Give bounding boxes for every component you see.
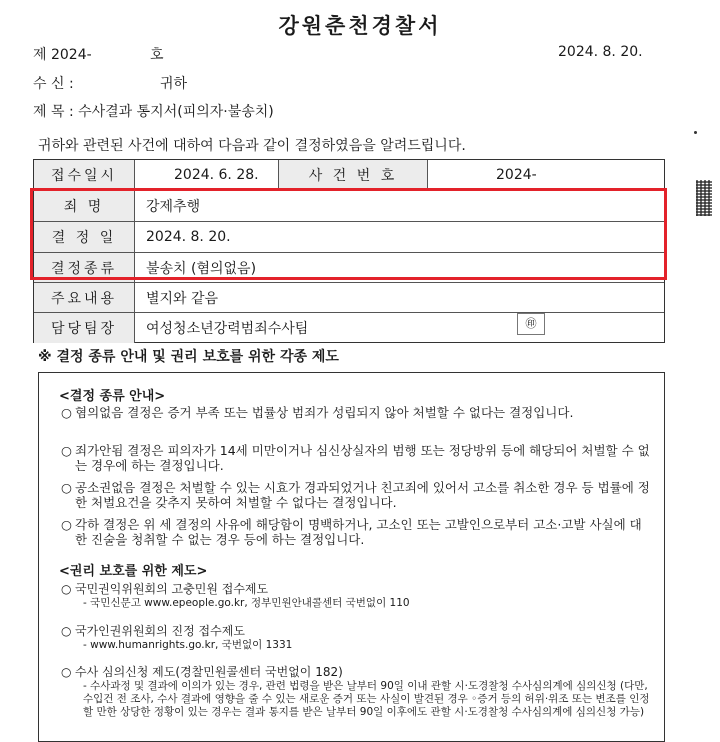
section-title-rights-protection: <권리 보호를 위한 제도> <box>59 564 208 579</box>
table-row <box>34 312 664 343</box>
decision-type-value: 불송치 (혐의없음) <box>146 260 257 277</box>
bullet-icon: ○ <box>61 480 72 495</box>
intro-text: 귀하와 관련된 사건에 대하여 다음과 같이 결정하였음을 알려드립니다. <box>38 138 466 154</box>
margin-mark <box>694 131 697 134</box>
table-row <box>34 282 664 312</box>
main-content-value: 별지와 같음 <box>146 290 219 307</box>
decision-type-label: 결정종류 <box>34 253 135 282</box>
doc-date: 2024. 8. 20. <box>558 44 643 60</box>
main-content-label: 주요내용 <box>34 283 135 312</box>
doc-number-prefix: 제 2024- <box>33 47 92 63</box>
case-number-value: 2024- <box>496 166 537 183</box>
decision-date-label: 결 정 일 <box>34 222 135 252</box>
crime-label: 죄 명 <box>34 191 135 221</box>
page-title: 강원춘천경찰서 <box>278 14 442 38</box>
doc-number-suffix: 호 <box>150 47 164 63</box>
barcode-icon <box>696 180 712 216</box>
table-row <box>34 160 664 189</box>
received-label: 접수일시 <box>34 160 135 189</box>
bullet-icon: ○ <box>61 517 72 532</box>
seal-mark: ㊞ <box>517 313 545 335</box>
recipient-label: 수 신 : <box>33 76 74 92</box>
bullet-icon: ○ <box>61 405 72 420</box>
bullet-icon: ○ <box>61 443 72 458</box>
team-leader-label: 담당팀장 <box>34 313 135 343</box>
highlight-box <box>30 188 667 280</box>
team-leader-value: 여성청소년강력범죄수사팀 <box>146 321 309 337</box>
crime-value: 강제추행 <box>146 199 201 215</box>
received-value: 2024. 6. 28. <box>174 166 259 183</box>
decision-date-value: 2024. 8. 20. <box>146 229 231 245</box>
section-title-decision-types: <결정 종류 안내> <box>59 389 166 404</box>
bullet-icon: ○ <box>61 665 72 679</box>
bullet-icon: ○ <box>61 624 72 638</box>
bullet-icon: ○ <box>61 582 72 596</box>
notice-heading: ※ 결정 종류 안내 및 권리 보호를 위한 각종 제도 <box>38 349 339 365</box>
subject-line: 제 목 : 수사결과 통지서(피의자·불송치) <box>33 104 274 120</box>
recipient-value: 귀하 <box>160 76 188 92</box>
notice-box: <결정 종류 안내> ○ 혐의없음 결정은 증거 부족 또는 법률상 범죄가 성립되지 않아 처벌할 수 없다는 결정입니다. ○ 죄가안됨 결정은 피의자가 14세 미만이거나 심신상실자의 범행 또는 정당방위 등에 해당되어 처벌할 수 없는 경우에 하는 결정입니다. ○ 공소권없음 결정은 처벌할 수 있는 시효가 경과되었거나 친고죄에 있어서 고소를 취소한 경우 등 법률에 정한 처벌요건을 갖추지 못하여 처벌할 수 없다는 결정입니다. ○ 각하 결정은 위 세 결정의 사유에 해당함이 명백하거나, 고소인 또는 고발인으로부터 고소·고발 사실에 대한 진술을 청취할 수 없는 경우 등에 하는 결정입니다. <권리 보호를 위한 제도> ○ 국민권익위원회의 고충민원 접수제도 - 국민신문고 www.epeople.go.kr, 정부민원안내콜센터 국번없이 110 ○ 국가인권위원회의 진정 접수제도 - www.humanrights.go.kr, 국번없이 1331 ○ 수사 심의신청 제도(경찰민원콜센터 국번없이 182) - 수사과정 및 결과에 이의가 있는 경우, 관련 법령을 받은 날부터 90일 이내 관할 시·도경찰청 수사심의계에 심의신청 (다만, 수입건 전 조사, 수사 결과에 영향을 줄 수 있는 새로운 증거 또는 사실이 발견된 경우 ◦증거 등의 허위·위조 또는 변조를 인정할 만한 상당한 정황이 있는 경우는 결과 통지를 받은 날부터 90일 이후에도 관할 시·도경찰청 수사심의계에 심의신청 가능) <box>38 372 665 742</box>
case-number-label: 사 건 번 호 <box>278 160 428 189</box>
